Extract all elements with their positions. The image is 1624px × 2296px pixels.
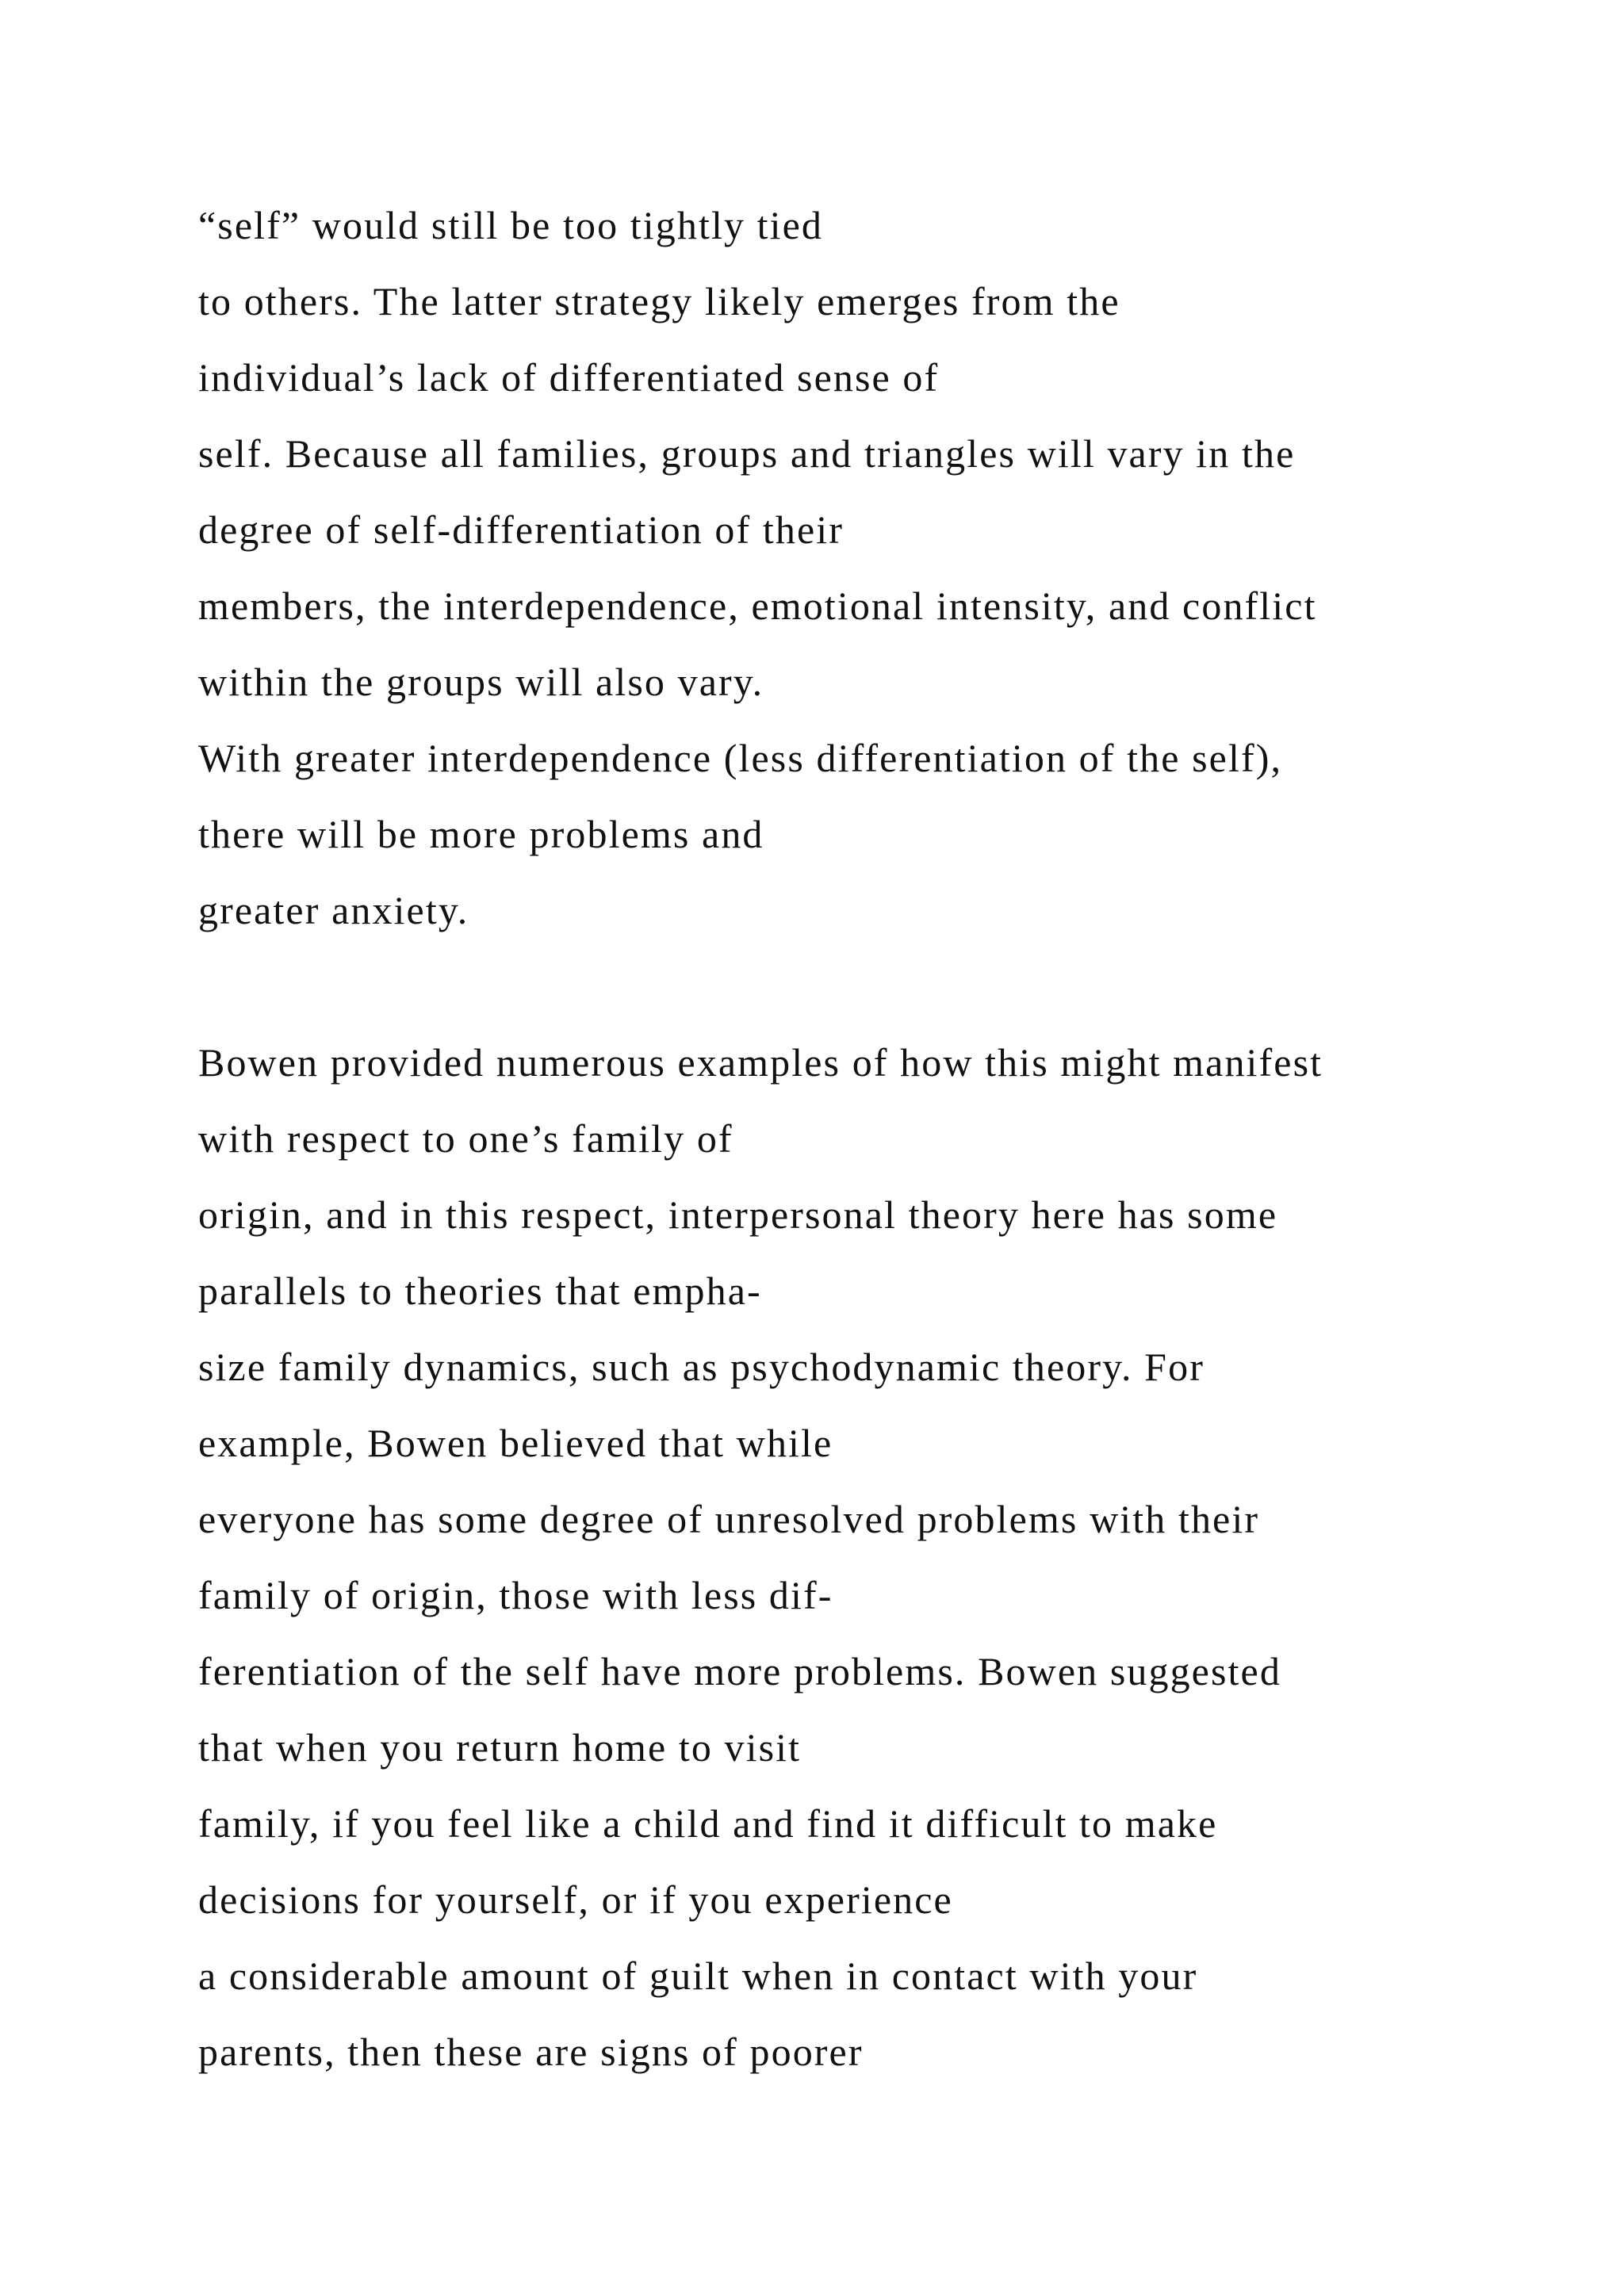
text-line: “self” would still be too tightly tied xyxy=(198,203,824,247)
document-body xyxy=(198,187,1546,2090)
text-line: self. Because all families, groups and triangles will vary in the xyxy=(198,431,1296,476)
text-line: family, if you feel like a child and find it difficult to make xyxy=(198,1801,1218,1846)
text-line: decisions for yourself, or if you experience xyxy=(198,1877,953,1922)
paragraph-2 xyxy=(198,1024,1546,2090)
text-line: within the groups will also vary. xyxy=(198,660,764,704)
text-line: parents, then these are signs of poorer xyxy=(198,2030,864,2074)
text-line: origin, and in this respect, interpersonal theory here has some xyxy=(198,1192,1278,1237)
text-line: that when you return home to visit xyxy=(198,1725,802,1770)
text-line: individual’s lack of differentiated sense of xyxy=(198,355,940,400)
text-line: example, Bowen believed that while xyxy=(198,1421,833,1465)
text-line: With greater interdependence (less differentiation of the self), xyxy=(198,736,1283,780)
text-line: there will be more problems and xyxy=(198,812,764,856)
text-line: family of origin, those with less dif- xyxy=(198,1573,833,1617)
text-line: members, the interdependence, emotional intensity, and conflict xyxy=(198,584,1317,628)
text-line: everyone has some degree of unresolved problems with their xyxy=(198,1497,1260,1541)
text-line: with respect to one’s family of xyxy=(198,1116,733,1161)
text-line: degree of self-differentiation of their xyxy=(198,507,844,552)
text-line: Bowen provided numerous examples of how this might manifest xyxy=(198,1040,1323,1085)
text-line: greater anxiety. xyxy=(198,888,469,932)
text-line: parallels to theories that empha- xyxy=(198,1269,762,1313)
text-line: ferentiation of the self have more problems. Bowen suggested xyxy=(198,1649,1281,1693)
paragraph-1 xyxy=(198,187,1546,948)
text-line: size family dynamics, such as psychodynamic theory. For xyxy=(198,1345,1205,1389)
paragraph-gap xyxy=(198,948,1546,1024)
text-line: a considerable amount of guilt when in contact with your xyxy=(198,1954,1198,1998)
text-line: to others. The latter strategy likely emerges from the xyxy=(198,279,1120,323)
